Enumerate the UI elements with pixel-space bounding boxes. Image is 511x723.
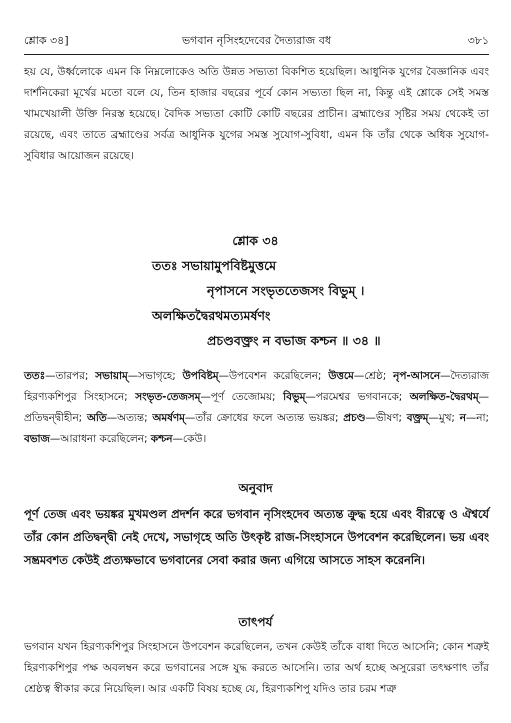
- synonym-meaning: —তাঁর ক্রোধের ফলে অত্যন্ত ভয়ঙ্কর;: [184, 412, 344, 424]
- translation-title: অনুবাদ: [238, 481, 273, 495]
- purport-title: তাৎপর্য: [238, 615, 273, 629]
- synonym-word: ততঃ: [24, 370, 46, 382]
- synonym-word: বিভুম্: [283, 391, 306, 403]
- synonym-word: নৃপ-আসনে: [393, 370, 441, 382]
- synonym-meaning: —আরাধনা করেছিলেন;: [49, 433, 151, 445]
- purport-text: ভগবান যখন হিরণ্যকশিপুর সিংহাসনে উপবেশন করেছিলেন, তখন কেউই তাঁকে বাধা দিতে আসেনি; কোন শত্রুই হিরণ্যকশিপুর পক্ষ অবলম্বন করে ভগবানের সঙ্গে যুদ্ধ করতে আসেনি। তার অর্থ হচ্ছে অসুরেরা তৎক্ষণাৎ তাঁর শ্রেষ্ঠত্ব স্বীকার করে নিয়েছিল। আর একটি বিষয় হচ্ছে যে, হিরণ্যকশিপু যদিও তার চরম শত্রু: [24, 641, 489, 695]
- verse-line-2: নৃপাসনে সংভৃততেজসং বিভুম্ ।: [207, 283, 365, 298]
- verse-title: শ্লোক ৩৪: [232, 233, 279, 248]
- synonym-word: প্রচণ্ড: [343, 412, 366, 424]
- header-divider: [24, 54, 489, 55]
- synonym-meaning: —উপবেশন করেছিলেন;: [218, 370, 329, 382]
- header-chapter-title: ভগবান নৃসিংহদেবের দৈত্যরাজ বধ: [181, 34, 332, 47]
- synonym-meaning: —পরমেশ্বর ভগবানকে;: [305, 391, 410, 403]
- synonym-word: কশ্চন: [150, 433, 173, 445]
- synonym-word: বভাজ: [24, 433, 50, 445]
- synonym-word: ন: [459, 412, 466, 424]
- synonym-word: অতি: [86, 412, 107, 424]
- intro-paragraph: হয় যে, উর্ধ্বলোকে এমন কি নিম্নলোকেও অতি উন্নত সভ্যতা বিকশিত হয়েছিল। আধুনিক যুগের বৈজ্ঞানিক এবং দার্শনিকেরা মূর্খের মতো বলে যে, তিন হাজার বছরের পূর্বে কোন সভ্যতা ছিল না, কিন্তু এই শ্লোকে সেই সমস্ত খামখেয়ালী উক্তি নিরস্ত হয়েছে। বৈদিক সভ্যতা কোটি কোটি বছরের প্রাচীন। ব্রহ্মাণ্ডের সৃষ্টির সময় থেকেই তা রয়েছে, এবং তাতে ব্রহ্মাণ্ডের সর্বত্র আধুনিক যুগের সমস্ত সুযোগ-সুবিধা, এমন কি তাঁর থেকে অধিক সুযোগ-সুবিধার আয়োজন রয়েছে।: [24, 66, 490, 162]
- synonym-word: অমর্ষণম্: [152, 412, 185, 424]
- synonym-word: বক্ত্রম্: [406, 412, 429, 424]
- synonym-meaning: —মুখ;: [428, 412, 460, 424]
- synonym-meaning: —ভীষণ;: [365, 412, 407, 424]
- synonym-meaning: —অত্যন্ত;: [106, 412, 153, 424]
- header-page-number: ৩৮১: [467, 34, 489, 47]
- synonym-meaning: —সভাগৃহে;: [127, 370, 183, 382]
- synonym-word: উত্তমে: [328, 370, 354, 382]
- header-verse-ref: শ্লোক ৩৪]: [24, 34, 69, 47]
- synonym-meaning: —শ্রেষ্ঠ;: [353, 370, 394, 382]
- translation-text: পূর্ণ তেজ এবং ভয়ঙ্কর মুখমণ্ডল প্রদর্শন করে ভগবান নৃসিংহদেব অত্যন্ত ক্রুদ্ধ হয়ে এবং বীরত্বে ও ঐশ্বর্যে তাঁর কোন প্রতিদ্বন্দ্বী নেই দেখে, সভাগৃহে অতি উৎকৃষ্ট রাজ-সিংহাসনে উপবেশন করেছিলেন। ভয় এবং সম্ভ্রমবশত কেউই প্রত্যক্ষভাবে ভগবানের সেবা করার জন্য এগিয়ে আসতে সাহস করেননি।: [24, 507, 489, 567]
- synonym-word: উপবিষ্টম্: [182, 370, 219, 382]
- synonym-word: সভায়াম্: [95, 370, 128, 382]
- synonym-meaning: —পূর্ণ তেজোময়;: [200, 391, 284, 403]
- synonym-word: সংভৃত-তেজসম্: [135, 391, 201, 403]
- verse-line-3: অলক্ষিতদ্বৈরথমত্যমর্ষণং: [152, 308, 271, 323]
- word-synonyms: [24, 366, 489, 450]
- synonym-meaning: —কেউ।: [172, 433, 207, 445]
- synonym-meaning: —না;: [465, 412, 489, 424]
- verse-line-1: ততঃ সভায়ামুপবিষ্টমুত্তমে: [152, 258, 277, 273]
- verse-line-4: প্রচণ্ডবক্ত্রং ন বভাজ কশ্চন ॥ ৩৪ ॥: [207, 333, 381, 348]
- synonym-meaning: —তারপর;: [45, 370, 96, 382]
- running-header: [24, 32, 489, 50]
- synonym-meaning: —দৈত্যরাজ হিরণ্যকশিপুর সিংহাসনে;: [24, 370, 489, 403]
- synonym-meaning: —প্রতিদ্বন্দ্বীহীন;: [24, 391, 489, 424]
- synonym-word: অলক্ষিত-দ্বৈরথম্: [409, 391, 479, 403]
